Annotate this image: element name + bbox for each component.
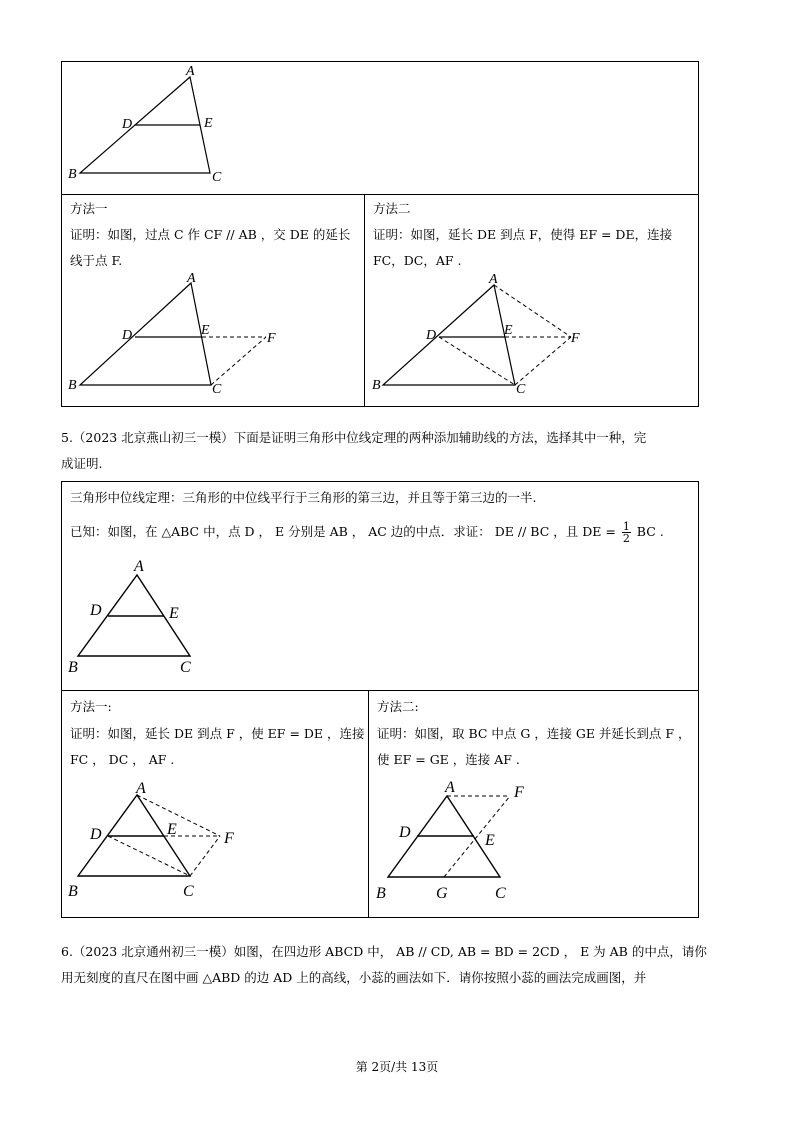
q5-given [70,521,664,544]
label-a: A [187,271,196,286]
label-a: A [136,780,146,797]
label-c: C [495,885,506,902]
label-d: D [122,117,133,132]
label-e: E [204,116,213,131]
label-e: E [169,605,179,622]
label-a: A [489,272,498,287]
q5-method2-title: 方法二: [377,699,419,714]
label-a: A [445,779,455,796]
label-f: F [514,784,524,801]
label-c: C [180,659,191,676]
label-c: C [212,382,222,397]
figure-q5-method2 [369,775,669,905]
q5-given-pre: 已知：如图，在 △ABC 中，点 D ， E 分别是 AB ， AC 边的中点．求证： DE // BC ，且 DE = [70,524,616,539]
q5-theorem: 三角形中位线定理：三角形的中位线平行于三角形的第三边，并且等于第三边的一半. [70,490,537,505]
block1-method2-title: 方法二 [373,201,411,216]
fraction-one-half [622,521,631,544]
figure-block1-method2 [365,270,685,400]
label-f: F [267,331,276,346]
label-e: E [504,323,513,338]
label-e: E [201,323,210,338]
label-b: B [68,167,77,182]
label-g: G [436,885,448,902]
block1-method1-title: 方法一 [70,201,108,216]
label-b: B [68,659,78,676]
q6-line1: 6.（2023 北京通州初三一模）如图，在四边形 ABCD 中， AB // CD, AB = BD = 2CD ， E 为 AB 的中点，请你 [61,944,707,959]
page-footer: 第 2页/共 13页 [355,1060,439,1074]
label-d: D [90,826,102,843]
label-d: D [426,328,437,343]
label-b: B [372,378,381,393]
q6-line2: 用无刻度的直尺在图中画 △ABD 的边 AD 上的高线，小蕊的画法如下．请你按照小蕊的画法完成画图，并 [61,970,647,985]
q5-method1-line1: 证明：如图，延长 DE 到点 F ，使 EF = DE ，连接 [70,726,365,741]
fraction-denominator: 2 [622,532,630,545]
block1-method2-line2: FC，DC，AF . [373,253,462,268]
q5-method1-title: 方法一: [70,699,112,714]
q5-method2-line1: 证明：如图，取 BC 中点 G ，连接 GE 并延长到点 F ， [377,726,691,741]
figure-block1-method1 [61,270,361,400]
label-d: D [399,824,411,841]
label-c: C [516,382,526,397]
q5-given-post: BC . [636,524,664,539]
label-c: C [212,170,222,185]
label-b: B [68,883,78,900]
label-a: A [134,558,144,575]
block1-method1-line1: 证明：如图，过点 C 作 CF // AB ，交 DE 的延长 [70,227,351,242]
fraction-numerator: 1 [622,520,630,533]
label-e: E [485,832,495,849]
label-d: D [122,328,133,343]
label-e: E [167,821,177,838]
figure-triangle-top [61,61,361,194]
table-q5-divider [61,690,699,691]
label-c: C [183,883,194,900]
label-f: F [571,331,580,346]
label-f: F [224,830,234,847]
q5-line1: 5.（2023 北京燕山初三一模）下面是证明三角形中位线定理的两种添加辅助线的方法，选择其中一种，完 [61,430,647,445]
block1-method1-line2: 线于点 F. [70,253,123,268]
q5-line2: 成证明. [61,456,103,471]
label-b: B [376,885,386,902]
figure-q5-method1 [61,775,361,905]
label-d: D [90,602,102,619]
table-block-1-divider [61,194,699,195]
label-b: B [68,378,77,393]
figure-q5-triangle [61,555,281,685]
label-a: A [186,64,195,79]
q5-method1-line2: FC ， DC ， AF . [70,752,175,767]
q5-method2-line2: 使 EF = GE ，连接 AF . [377,752,520,767]
block1-method2-line1: 证明：如图，延长 DE 到点 F，使得 EF = DE，连接 [373,227,673,242]
